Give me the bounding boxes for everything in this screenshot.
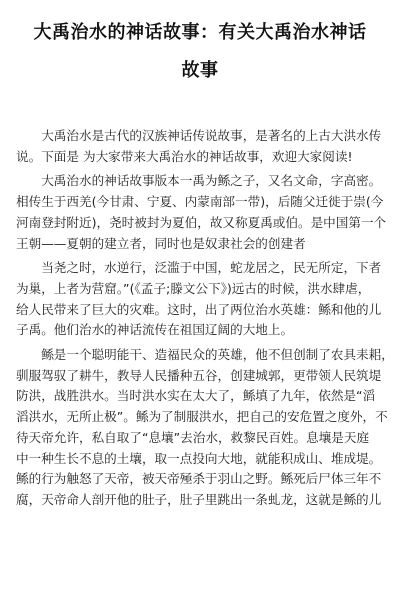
text-line: 腐，天帝命人剖开他的肚子，肚子里跳出一条虬龙，这就是鲧的儿 (16, 491, 382, 507)
title-line: 大禹治水的神话故事：有关大禹治水神话 (33, 22, 367, 43)
text-line: 大禹治水的神话故事版本一禹为鲧之子，又名文命，字高密。 (41, 173, 382, 189)
paragraph-intro (16, 126, 384, 167)
text-line: 中一种生长不息的土壤，取一点投向大地，就能积成山、堆成堤。 (16, 450, 382, 466)
text-line: 王朝——夏朝的建立者，同时也是奴隶社会的创建者 (16, 235, 306, 251)
text-line: 河南登封附近)，尧时被封为夏伯，故又称夏禹或伯。是中国第一个 (16, 214, 387, 230)
text-line: 相传生于西羌(今甘肃、宁夏、内蒙南部一带)，后随父迁徙于崇(今 (16, 194, 384, 210)
paragraph-gun (16, 345, 394, 511)
text-line: 子禹。他们治水的神话流传在祖国辽阔的大地上。 (16, 322, 294, 338)
title-line: 故事 (181, 60, 219, 81)
paragraph-flood (16, 258, 384, 341)
text-line: 给人民带来了巨大的灾难。这时，出了两位治水英雄：鲧和他的儿 (16, 301, 382, 317)
text-line: 待天帝允许，私自取了“息壤”去治水，救黎民百姓。息壤是天庭 (16, 429, 370, 445)
text-line: 说。下面是 为大家带来大禹治水的神话故事，欢迎大家阅读! (16, 148, 353, 164)
text-line: 大禹治水是古代的汉族神话传说故事，是著名的上古大洪水传 (41, 128, 382, 143)
text-line: 滔洪水，无所止极”。鲧为了制服洪水，把自己的安危置之度外，不 (16, 409, 388, 425)
article-title (16, 0, 384, 90)
text-line: 当尧之时，水逆行，泛滥于中国，蛇龙居之，民无所定，下者 (41, 260, 382, 276)
paragraph-version-one (16, 171, 387, 254)
text-line: 鲧是一个聪明能干、造福民众的英雄，他不但创制了农具耒耜， (41, 347, 394, 363)
text-line: 驯服驾驭了耕牛，教导人民播种五谷，创建城郭，更带领人民筑堤 (16, 367, 382, 383)
text-line: 为巢，上者为营窟。”(《孟子;滕文公下》)远古的时候，洪水肆虐， (16, 280, 371, 296)
text-line: 防洪，战胜洪水。当时洪水实在太大了，鲧填了九年，依然是“滔 (16, 388, 376, 404)
text-line: 鲧的行为触怒了天帝，被天帝殛杀于羽山之野。鲧死后尸体三年不 (16, 471, 382, 487)
article-body (16, 126, 394, 511)
